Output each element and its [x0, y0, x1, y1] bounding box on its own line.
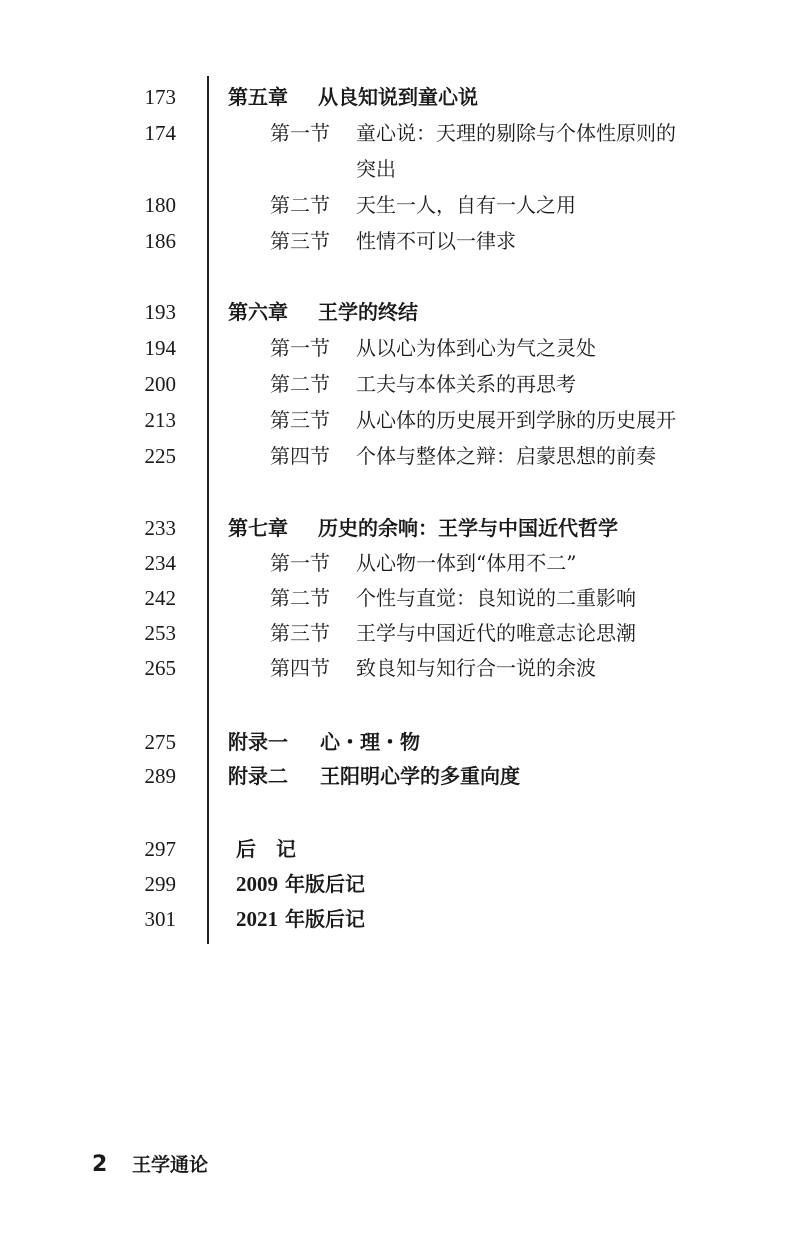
toc-appendix-1[interactable] — [0, 724, 790, 760]
toc-section-7-1[interactable] — [0, 545, 790, 581]
section-text: 从以心为体到心为气之灵处 — [356, 336, 596, 360]
toc-page-number: 194 — [144, 336, 176, 360]
toc-chapter-title — [228, 510, 618, 546]
toc-section-6-3[interactable] — [0, 402, 790, 438]
section-label: 第二节 — [270, 193, 330, 217]
section-text: 天生一人，自有一人之用 — [356, 193, 576, 217]
section-label: 第一节 — [270, 121, 330, 145]
section-label: 第四节 — [270, 656, 330, 680]
appendix-text: 王阳明心学的多重向度 — [320, 764, 520, 788]
toc-page-number: 289 — [144, 764, 176, 788]
section-text: 童心说：天理的剔除与个体性原则的 — [356, 121, 676, 145]
toc-page-number: 225 — [144, 444, 176, 468]
toc-page-number: 180 — [144, 193, 176, 217]
toc-page-number: 234 — [144, 551, 176, 575]
toc-page-number: 200 — [144, 372, 176, 396]
toc-section-title — [270, 115, 676, 187]
postscript-year: 2009 — [236, 872, 278, 896]
toc-section-title — [270, 650, 596, 686]
section-text: 工夫与本体关系的再思考 — [356, 372, 576, 396]
chapter-text: 历史的余响：王学与中国近代哲学 — [318, 516, 618, 540]
toc-page-number: 301 — [144, 907, 176, 931]
toc-page-number: 265 — [144, 656, 176, 680]
toc-section-title — [270, 223, 516, 259]
section-text: 个体与整体之辩：启蒙思想的前奏 — [356, 444, 656, 468]
toc-chapter-5[interactable] — [0, 79, 790, 115]
postscript-text: 年版后记 — [284, 872, 365, 896]
appendix-text: 心・理・物 — [320, 730, 420, 754]
toc-page-number: 233 — [144, 516, 176, 540]
toc-page-number: 275 — [144, 730, 176, 754]
appendix-label: 附录一 — [228, 730, 288, 754]
toc-postscript-title — [236, 866, 365, 902]
section-text-continued: 突出 — [356, 157, 396, 181]
section-label: 第三节 — [270, 408, 330, 432]
toc-section-6-4[interactable] — [0, 438, 790, 474]
section-text: 从心体的历史展开到学脉的历史展开 — [356, 408, 676, 432]
section-label: 第一节 — [270, 551, 330, 575]
chapter-label: 第六章 — [228, 300, 288, 324]
section-label: 第二节 — [270, 586, 330, 610]
section-text: 从心物一体到“体用不二” — [356, 551, 577, 575]
toc-section-5-1[interactable] — [0, 115, 790, 187]
section-label: 第二节 — [270, 372, 330, 396]
toc-page-number: 299 — [144, 872, 176, 896]
toc-section-6-1[interactable] — [0, 330, 790, 366]
appendix-label: 附录二 — [228, 764, 288, 788]
toc-page-number: 213 — [144, 408, 176, 432]
section-text: 王学与中国近代的唯意志论思潮 — [356, 621, 636, 645]
section-text: 个性与直觉：良知说的二重影响 — [356, 586, 636, 610]
toc-page-number: 193 — [144, 300, 176, 324]
toc-appendix-title — [228, 724, 420, 760]
toc-page-number: 253 — [144, 621, 176, 645]
toc-chapter-title — [228, 294, 418, 330]
chapter-text: 从良知说到童心说 — [318, 85, 478, 109]
footer-page-number: 2 — [92, 1152, 108, 1177]
toc-appendix-2[interactable] — [0, 758, 790, 794]
toc-page-number: 174 — [144, 121, 176, 145]
toc-section-5-3[interactable] — [0, 223, 790, 259]
toc-page-number: 242 — [144, 586, 176, 610]
toc-section-7-4[interactable] — [0, 650, 790, 686]
section-label: 第三节 — [270, 621, 330, 645]
toc-postscript[interactable] — [0, 831, 790, 867]
postscript-text: 年版后记 — [284, 907, 365, 931]
section-label: 第四节 — [270, 444, 330, 468]
section-label: 第一节 — [270, 336, 330, 360]
toc-chapter-7[interactable] — [0, 510, 790, 546]
toc-section-6-2[interactable] — [0, 366, 790, 402]
toc-section-7-2[interactable] — [0, 580, 790, 616]
footer-book-title: 王学通论 — [132, 1154, 209, 1176]
chapter-label: 第七章 — [228, 516, 288, 540]
section-label: 第三节 — [270, 229, 330, 253]
toc-postscript-title: 后 记 — [236, 837, 296, 861]
toc-postscript-2021[interactable] — [0, 901, 790, 937]
toc-section-title — [270, 187, 576, 223]
chapter-label: 第五章 — [228, 85, 288, 109]
toc-appendix-title — [228, 758, 520, 794]
section-text: 致良知与知行合一说的余波 — [356, 656, 596, 680]
chapter-text: 王学的终结 — [318, 300, 418, 324]
toc-page-number: 297 — [144, 837, 176, 861]
toc-section-title — [270, 366, 576, 402]
toc-section-title — [270, 545, 576, 581]
toc-section-title — [270, 402, 676, 438]
toc-section-7-3[interactable] — [0, 615, 790, 651]
toc-page-number: 173 — [144, 85, 176, 109]
toc-section-5-2[interactable] — [0, 187, 790, 223]
toc-page-number: 186 — [144, 229, 176, 253]
toc-chapter-title — [228, 79, 478, 115]
toc-section-title — [270, 615, 636, 651]
postscript-year: 2021 — [236, 907, 278, 931]
section-text: 性情不可以一律求 — [356, 229, 516, 253]
toc-section-title — [270, 438, 656, 474]
toc-postscript-2009[interactable] — [0, 866, 790, 902]
toc-section-title — [270, 330, 596, 366]
toc-chapter-6[interactable] — [0, 294, 790, 330]
toc-postscript-title — [236, 901, 365, 937]
toc-section-title — [270, 580, 636, 616]
